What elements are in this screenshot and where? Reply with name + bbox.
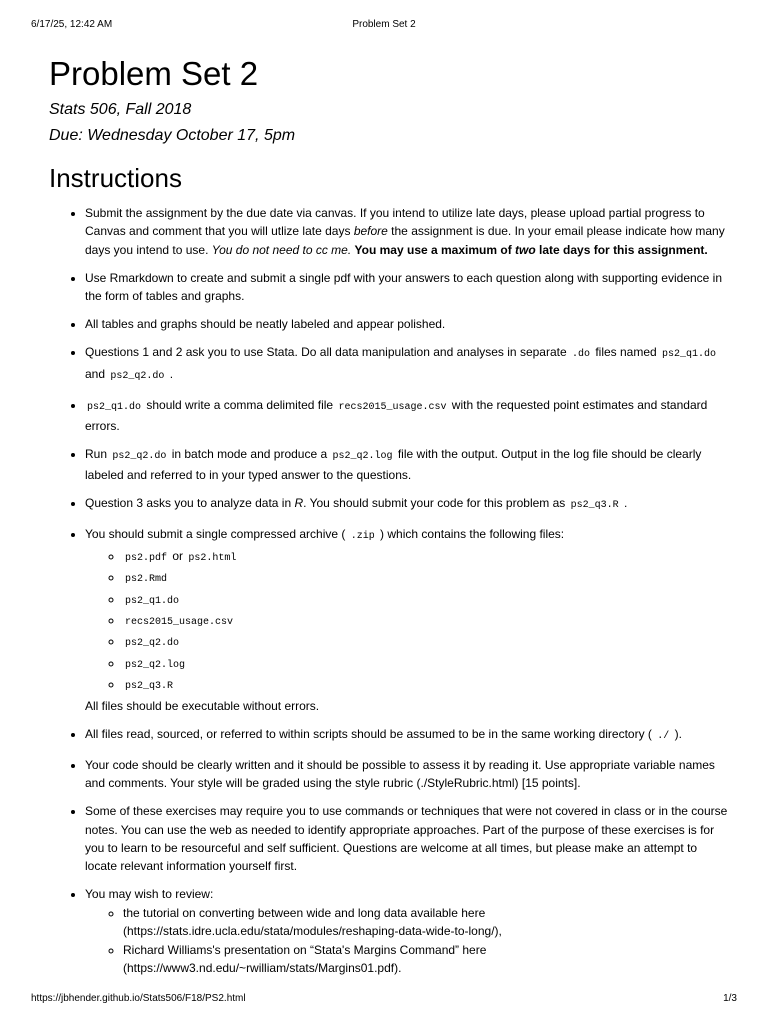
review-tutorial-item: ◦ the tutorial on converting between wide and long data available here (https://stats.idre.ucla.edu/stata/modules/reshaping-data-wide-to-long/), xyxy=(123,904,729,941)
list-item-q3: • Question 3 asks you to analyze data in R. You should submit your code for this problem as ps2_q3.R . xyxy=(85,494,729,515)
list-item-rmarkdown: • Use Rmarkdown to create and submit a single pdf with your answers to each question along with supporting evidence in the form of tables and graphs. xyxy=(85,269,729,306)
archive-file-list xyxy=(85,547,729,697)
file-list-item: ◦ recs2015_usage.csv xyxy=(123,611,729,632)
instructions-heading: Instructions xyxy=(49,163,182,193)
print-footer xyxy=(31,993,737,1007)
list-item-submit: • Submit the assignment by the due date via canvas. If you intend to utilize late days, please upload partial progress to Canvas and comment that you will utlize late days before the assignment is due. In your email please indicate how many days you intend to use. You do not need to cc me. You may use a maximum of two late days for this assignment. xyxy=(85,204,729,259)
archive-note: All files should be executable without errors. xyxy=(85,698,320,713)
file-list-item: ◦ ps2_q2.log xyxy=(123,654,729,675)
list-item-archive: • You should submit a single compressed archive ( .zip ) which contains the following files: ◦ ps2.pdf or ps2.html ◦ ps2.Rmd ◦ ps2_q1.do ◦ recs2015_usage.csv ◦ ps2_q2.do ◦ ps2_q2.log ◦ ps2_q3.R All files should be executable without errors. xyxy=(85,525,729,715)
list-item-exercises: • Some of these exercises may require you to use commands or techniques that were not covered in class or in the course notes. You can use the web as needed to identify appropriate approaches. Part of the purpose of these exercises is for you to learn to be resourceful and self sufficient. Questions are welcome at all times, but please make an attempt to locate relevant information yourself first. xyxy=(85,802,729,876)
print-url: https://jbhender.github.io/Stats506/F18/PS2.html xyxy=(31,993,246,1004)
list-item-review: • You may wish to review: ◦ the tutorial on converting between wide and long data available here (https://stats.idre.ucla.edu/stata/modules/reshaping-data-wide-to-long/), ◦ Richard Williams's presentation on “Stata's Margins Command” here (https://www3.nd.edu/~rwilliam/stats/Margins01.pdf). xyxy=(85,885,729,977)
list-item-q1: • ps2_q1.do should write a comma delimited file recs2015_usage.csv with the requested point estimates and standard errors. xyxy=(85,396,729,436)
print-datetime: 6/17/25, 12:42 AM xyxy=(31,19,113,30)
file-list-item: ◦ ps2_q1.do xyxy=(123,590,729,611)
page-number: 1/3 xyxy=(723,993,737,1004)
list-item-stata: • Questions 1 and 2 ask you to use Stata. Do all data manipulation and analyses in separate .do files named ps2_q1.do and ps2_q2.do . xyxy=(85,343,729,386)
due-date: Due: Wednesday October 17, 5pm xyxy=(49,127,296,144)
list-item-tables: • All tables and graphs should be neatly labeled and appear polished. xyxy=(85,315,729,333)
list-item-q2: • Run ps2_q2.do in batch mode and produce a ps2_q2.log file with the output. Output in the log file should be clearly labeled and referred to in your typed answer to the questions. xyxy=(85,445,729,485)
list-item-style: • Your code should be clearly written and it should be possible to assess it by reading it. Use appropriate variable names and comments. Your style will be graded using the style rubric (./StyleRubric.html) [15 points]. xyxy=(85,756,729,793)
file-list-item: ◦ ps2.pdf or ps2.html xyxy=(123,547,729,568)
page-title: Problem Set 2 xyxy=(49,55,259,92)
print-doc-title: Problem Set 2 xyxy=(352,19,416,30)
review-list xyxy=(85,904,729,978)
file-list-item: ◦ ps2.Rmd xyxy=(123,568,729,589)
file-list-item: ◦ ps2_q2.do xyxy=(123,632,729,653)
print-header xyxy=(31,19,737,33)
list-item-directory: • All files read, sourced, or referred to within scripts should be assumed to be in the same working directory ( ./ ). xyxy=(85,725,729,746)
course-subtitle: Stats 506, Fall 2018 xyxy=(49,101,192,118)
file-list-item: ◦ ps2_q3.R xyxy=(123,675,729,696)
review-margins-item: ◦ Richard Williams's presentation on “Stata's Margins Command” here (https://www3.nd.edu/~rwilliam/stats/Margins01.pdf). xyxy=(123,941,729,978)
document-body xyxy=(49,54,729,987)
instructions-list xyxy=(49,204,729,977)
